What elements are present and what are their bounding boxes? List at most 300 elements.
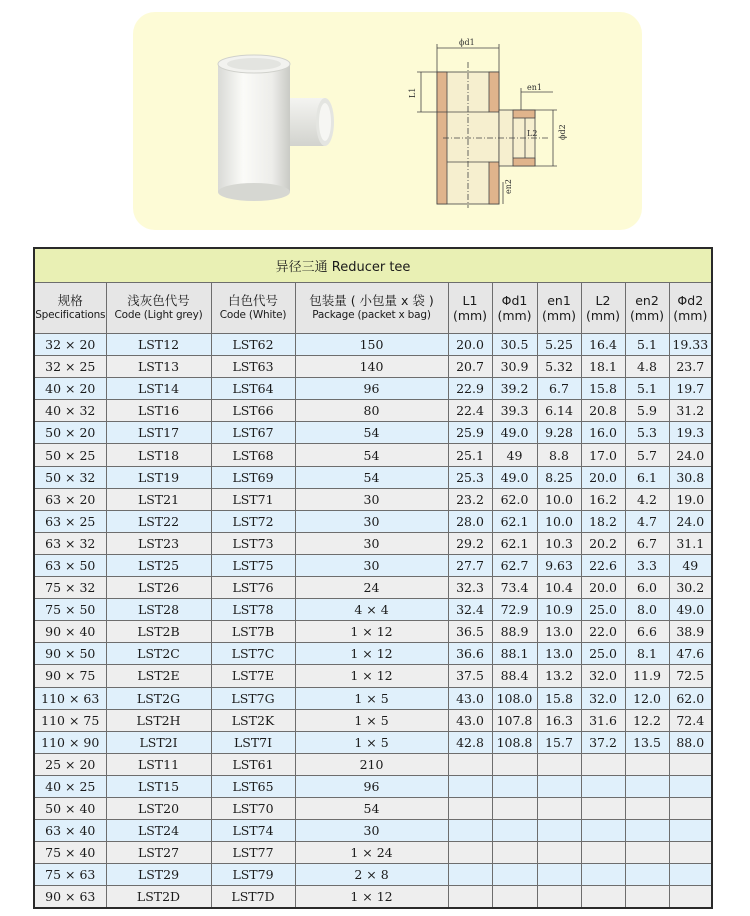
- table-cell: [492, 820, 537, 842]
- table-cell: 17.0: [581, 444, 625, 466]
- table-cell: 62.0: [669, 687, 712, 709]
- table-cell: 75 × 50: [34, 599, 106, 621]
- reducer-tee-drawing: [403, 32, 573, 212]
- table-cell: 50 × 32: [34, 466, 106, 488]
- table-cell: [669, 842, 712, 864]
- table-row: [34, 334, 712, 356]
- table-cell: 42.8: [448, 731, 492, 753]
- table-cell: 31.1: [669, 532, 712, 554]
- table-row: [34, 599, 712, 621]
- table-cell: [448, 753, 492, 775]
- table-cell: 63 × 20: [34, 488, 106, 510]
- table-cell: 20.0: [448, 334, 492, 356]
- table-cell: 63 × 32: [34, 532, 106, 554]
- table-cell: LST22: [106, 510, 211, 532]
- table-cell: LST18: [106, 444, 211, 466]
- table-cell: LST21: [106, 488, 211, 510]
- table-cell: 4.8: [625, 356, 669, 378]
- table-cell: LST2C: [106, 643, 211, 665]
- table-cell: 5.25: [537, 334, 581, 356]
- table-cell: LST7G: [211, 687, 295, 709]
- table-cell: 110 × 75: [34, 709, 106, 731]
- column-header-secondary: (mm): [541, 308, 577, 323]
- table-cell: [669, 886, 712, 909]
- table-cell: [625, 820, 669, 842]
- table-cell: 90 × 50: [34, 643, 106, 665]
- table-cell: 6.14: [537, 400, 581, 422]
- table-cell: 108.8: [492, 731, 537, 753]
- column-header: [211, 283, 295, 334]
- table-row: [34, 775, 712, 797]
- column-header-secondary: Code (White): [219, 309, 287, 321]
- table-cell: LST12: [106, 334, 211, 356]
- table-cell: LST76: [211, 577, 295, 599]
- table-cell: 50 × 40: [34, 797, 106, 819]
- table-cell: 72.9: [492, 599, 537, 621]
- table-cell: [625, 797, 669, 819]
- table-cell: 107.8: [492, 709, 537, 731]
- column-header: [669, 283, 712, 334]
- table-cell: LST24: [106, 820, 211, 842]
- column-header: [448, 283, 492, 334]
- table-cell: LST17: [106, 422, 211, 444]
- table-cell: 90 × 63: [34, 886, 106, 909]
- column-header-primary: Φd1: [501, 293, 528, 308]
- table-cell: 30.8: [669, 466, 712, 488]
- table-cell: LST61: [211, 753, 295, 775]
- table-cell: LST25: [106, 554, 211, 576]
- table-cell: 1 × 24: [295, 842, 448, 864]
- table-body: [34, 334, 712, 909]
- table-cell: LST77: [211, 842, 295, 864]
- table-cell: LST2D: [106, 886, 211, 909]
- column-header: [492, 283, 537, 334]
- table-cell: 10.0: [537, 488, 581, 510]
- table-cell: 37.2: [581, 731, 625, 753]
- column-header: [106, 283, 211, 334]
- table-cell: 37.5: [448, 665, 492, 687]
- label-l1: L1: [408, 87, 417, 98]
- product-banner: [133, 12, 642, 230]
- table-cell: 19.7: [669, 378, 712, 400]
- table-cell: 32 × 20: [34, 334, 106, 356]
- table-cell: 10.3: [537, 532, 581, 554]
- column-header-primary: 白色代号: [227, 293, 278, 308]
- table-cell: LST68: [211, 444, 295, 466]
- table-cell: [625, 886, 669, 909]
- table-cell: 62.0: [492, 488, 537, 510]
- table-cell: 8.1: [625, 643, 669, 665]
- table-cell: 31.2: [669, 400, 712, 422]
- table-cell: 1 × 12: [295, 665, 448, 687]
- table-cell: 75 × 63: [34, 864, 106, 886]
- table-cell: 1 × 12: [295, 621, 448, 643]
- table-cell: 63 × 40: [34, 820, 106, 842]
- table-cell: [448, 864, 492, 886]
- table-cell: 6.0: [625, 577, 669, 599]
- table-cell: 96: [295, 775, 448, 797]
- table-cell: 36.5: [448, 621, 492, 643]
- table-title: 异径三通 Reducer tee: [275, 260, 411, 275]
- table-cell: 30: [295, 488, 448, 510]
- table-cell: 24.0: [669, 510, 712, 532]
- table-cell: 22.0: [581, 621, 625, 643]
- table-row: [34, 356, 712, 378]
- table-cell: 8.8: [537, 444, 581, 466]
- table-cell: 25.9: [448, 422, 492, 444]
- table-cell: [625, 864, 669, 886]
- table-cell: 40 × 25: [34, 775, 106, 797]
- table-cell: 30: [295, 510, 448, 532]
- table-cell: 49.0: [669, 599, 712, 621]
- table-cell: 75 × 32: [34, 577, 106, 599]
- table-cell: 16.3: [537, 709, 581, 731]
- column-header: [295, 283, 448, 334]
- table-cell: 24.0: [669, 444, 712, 466]
- table-cell: 5.3: [625, 422, 669, 444]
- table-cell: [537, 797, 581, 819]
- table-cell: 30.5: [492, 334, 537, 356]
- column-header-secondary: Code (Light grey): [114, 309, 203, 321]
- table-cell: 5.1: [625, 334, 669, 356]
- table-cell: LST65: [211, 775, 295, 797]
- table-cell: LST67: [211, 422, 295, 444]
- table-cell: LST7E: [211, 665, 295, 687]
- table-cell: 8.0: [625, 599, 669, 621]
- table-cell: LST19: [106, 466, 211, 488]
- table-cell: 15.7: [537, 731, 581, 753]
- table-cell: 54: [295, 466, 448, 488]
- table-cell: 5.9: [625, 400, 669, 422]
- column-header-primary: 浅灰色代号: [127, 293, 190, 308]
- table-cell: 90 × 40: [34, 621, 106, 643]
- table-cell: 22.6: [581, 554, 625, 576]
- table-cell: 24: [295, 577, 448, 599]
- table-cell: LST2G: [106, 687, 211, 709]
- table-cell: 43.0: [448, 687, 492, 709]
- table-cell: LST16: [106, 400, 211, 422]
- table-cell: LST15: [106, 775, 211, 797]
- table-cell: 90 × 75: [34, 665, 106, 687]
- table-cell: 88.1: [492, 643, 537, 665]
- table-cell: LST72: [211, 510, 295, 532]
- table-cell: 13.0: [537, 621, 581, 643]
- table-cell: LST7I: [211, 731, 295, 753]
- table-cell: 13.2: [537, 665, 581, 687]
- table-row: [34, 687, 712, 709]
- column-header: [537, 283, 581, 334]
- table-cell: LST7D: [211, 886, 295, 909]
- table-cell: LST2E: [106, 665, 211, 687]
- label-d2: ϕd2: [558, 124, 567, 140]
- table-cell: 25.0: [581, 599, 625, 621]
- table-cell: [625, 842, 669, 864]
- column-header-secondary: (mm): [585, 308, 621, 323]
- table-cell: 1 × 12: [295, 643, 448, 665]
- column-header-primary: L2: [595, 293, 611, 308]
- column-header-secondary: (mm): [673, 308, 708, 323]
- table-cell: LST2B: [106, 621, 211, 643]
- reducer-tee-spec-table: [33, 247, 713, 909]
- table-cell: [492, 886, 537, 909]
- table-cell: 63 × 50: [34, 554, 106, 576]
- table-cell: 20.0: [581, 466, 625, 488]
- table-cell: 72.4: [669, 709, 712, 731]
- table-cell: [669, 797, 712, 819]
- table-cell: 50 × 20: [34, 422, 106, 444]
- table-cell: 88.0: [669, 731, 712, 753]
- table-cell: 20.8: [581, 400, 625, 422]
- table-cell: [448, 775, 492, 797]
- table-cell: 49: [669, 554, 712, 576]
- table-cell: [448, 886, 492, 909]
- table-cell: 72.5: [669, 665, 712, 687]
- table-cell: 54: [295, 797, 448, 819]
- table-row: [34, 577, 712, 599]
- table-cell: 10.9: [537, 599, 581, 621]
- table-cell: 73.4: [492, 577, 537, 599]
- table-cell: [492, 842, 537, 864]
- table-cell: 40 × 32: [34, 400, 106, 422]
- table-cell: 108.0: [492, 687, 537, 709]
- table-cell: 32.0: [581, 687, 625, 709]
- table-row: [34, 842, 712, 864]
- table-cell: LST2I: [106, 731, 211, 753]
- table-cell: 25.0: [581, 643, 625, 665]
- table-cell: 150: [295, 334, 448, 356]
- table-cell: 1 × 5: [295, 687, 448, 709]
- table-cell: 110 × 90: [34, 731, 106, 753]
- table-cell: 18.2: [581, 510, 625, 532]
- table-row: [34, 753, 712, 775]
- label-l2: L2: [527, 129, 538, 138]
- table-row: [34, 709, 712, 731]
- table-cell: 39.3: [492, 400, 537, 422]
- label-d1: ϕd1: [459, 38, 475, 47]
- table-cell: [581, 775, 625, 797]
- table-cell: 54: [295, 444, 448, 466]
- table-cell: 22.4: [448, 400, 492, 422]
- table-cell: LST71: [211, 488, 295, 510]
- table-cell: 62.7: [492, 554, 537, 576]
- table-cell: LST20: [106, 797, 211, 819]
- table-cell: 62.1: [492, 532, 537, 554]
- column-header: [625, 283, 669, 334]
- table-cell: 36.6: [448, 643, 492, 665]
- table-cell: 9.28: [537, 422, 581, 444]
- table-cell: LST7B: [211, 621, 295, 643]
- column-header-primary: 包装量 ( 小包量 x 袋 ): [309, 293, 434, 308]
- table-cell: LST69: [211, 466, 295, 488]
- table-cell: LST64: [211, 378, 295, 400]
- table-cell: 5.1: [625, 378, 669, 400]
- column-header-primary: en2: [635, 293, 659, 308]
- table-cell: 39.2: [492, 378, 537, 400]
- table-row: [34, 864, 712, 886]
- table-cell: 210: [295, 753, 448, 775]
- table-cell: 23.7: [669, 356, 712, 378]
- table-cell: 38.9: [669, 621, 712, 643]
- table-row: [34, 466, 712, 488]
- table-row: [34, 731, 712, 753]
- table-cell: 88.9: [492, 621, 537, 643]
- table-cell: LST13: [106, 356, 211, 378]
- table-cell: [537, 753, 581, 775]
- table-cell: [537, 775, 581, 797]
- table-cell: LST62: [211, 334, 295, 356]
- table-cell: 1 × 12: [295, 886, 448, 909]
- table-cell: [581, 864, 625, 886]
- table-cell: 96: [295, 378, 448, 400]
- table-cell: 4.7: [625, 510, 669, 532]
- table-cell: 32.4: [448, 599, 492, 621]
- table-cell: 10.4: [537, 577, 581, 599]
- label-en1: en1: [527, 83, 542, 92]
- table-cell: 19.0: [669, 488, 712, 510]
- table-cell: 25.3: [448, 466, 492, 488]
- table-cell: [492, 797, 537, 819]
- column-header-primary: en1: [547, 293, 571, 308]
- table-cell: [492, 864, 537, 886]
- table-cell: LST11: [106, 753, 211, 775]
- table-cell: 43.0: [448, 709, 492, 731]
- table-cell: [537, 864, 581, 886]
- column-header-secondary: (mm): [452, 308, 488, 323]
- table-cell: 25.1: [448, 444, 492, 466]
- table-cell: LST29: [106, 864, 211, 886]
- table-row: [34, 444, 712, 466]
- table-cell: 9.63: [537, 554, 581, 576]
- table-cell: [448, 797, 492, 819]
- table-cell: 6.7: [537, 378, 581, 400]
- table-cell: 15.8: [581, 378, 625, 400]
- table-cell: LST79: [211, 864, 295, 886]
- table-row: [34, 532, 712, 554]
- table-cell: 19.3: [669, 422, 712, 444]
- table-cell: [537, 842, 581, 864]
- table-cell: [625, 775, 669, 797]
- table-row: [34, 510, 712, 532]
- table-cell: [448, 820, 492, 842]
- table-cell: 11.9: [625, 665, 669, 687]
- table-cell: [669, 864, 712, 886]
- table-cell: 1 × 5: [295, 709, 448, 731]
- column-header-secondary: Package (packet x bag): [312, 309, 431, 321]
- table-cell: 16.0: [581, 422, 625, 444]
- table-cell: LST63: [211, 356, 295, 378]
- table-title-cell: [34, 248, 712, 283]
- table-cell: LST23: [106, 532, 211, 554]
- table-cell: [581, 842, 625, 864]
- table-row: [34, 554, 712, 576]
- column-header: [581, 283, 625, 334]
- table-cell: [581, 886, 625, 909]
- column-header-primary: 规格: [57, 293, 83, 308]
- table-cell: 50 × 25: [34, 444, 106, 466]
- table-cell: LST73: [211, 532, 295, 554]
- table-cell: [492, 753, 537, 775]
- table-cell: 13.5: [625, 731, 669, 753]
- table-cell: [448, 842, 492, 864]
- table-cell: 22.9: [448, 378, 492, 400]
- table-cell: 20.2: [581, 532, 625, 554]
- table-cell: 31.6: [581, 709, 625, 731]
- table-cell: 75 × 40: [34, 842, 106, 864]
- table-cell: 6.1: [625, 466, 669, 488]
- table-cell: 40 × 20: [34, 378, 106, 400]
- table-cell: 12.2: [625, 709, 669, 731]
- table-cell: 110 × 63: [34, 687, 106, 709]
- table-cell: [492, 775, 537, 797]
- reducer-tee-photo: [193, 46, 343, 206]
- table-cell: 10.0: [537, 510, 581, 532]
- table-cell: 49: [492, 444, 537, 466]
- table-cell: LST14: [106, 378, 211, 400]
- table-cell: 49.0: [492, 422, 537, 444]
- table-title-row: [34, 248, 712, 283]
- table-row: [34, 886, 712, 909]
- table-cell: 16.2: [581, 488, 625, 510]
- table-cell: LST2K: [211, 709, 295, 731]
- table-cell: LST2H: [106, 709, 211, 731]
- table-cell: 30: [295, 532, 448, 554]
- table-cell: 4.2: [625, 488, 669, 510]
- column-header-secondary: (mm): [497, 308, 532, 323]
- table-cell: 62.1: [492, 510, 537, 532]
- table-cell: 49.0: [492, 466, 537, 488]
- table-cell: 16.4: [581, 334, 625, 356]
- table-cell: LST26: [106, 577, 211, 599]
- table-cell: 25 × 20: [34, 753, 106, 775]
- table-cell: [537, 886, 581, 909]
- table-cell: [625, 753, 669, 775]
- table-cell: LST7C: [211, 643, 295, 665]
- table-row: [34, 422, 712, 444]
- table-cell: 18.1: [581, 356, 625, 378]
- table-cell: 4 × 4: [295, 599, 448, 621]
- table-cell: 15.8: [537, 687, 581, 709]
- table-cell: 80: [295, 400, 448, 422]
- column-header: [34, 283, 106, 334]
- table-cell: LST74: [211, 820, 295, 842]
- table-row: [34, 400, 712, 422]
- table-cell: 1 × 5: [295, 731, 448, 753]
- table-cell: 8.25: [537, 466, 581, 488]
- table-row: [34, 378, 712, 400]
- table-cell: 19.33: [669, 334, 712, 356]
- table-cell: 20.0: [581, 577, 625, 599]
- table-row: [34, 643, 712, 665]
- column-header-secondary: (mm): [629, 308, 665, 323]
- table-cell: 23.2: [448, 488, 492, 510]
- table-cell: LST66: [211, 400, 295, 422]
- table-cell: 28.0: [448, 510, 492, 532]
- table-row: [34, 797, 712, 819]
- table-cell: 27.7: [448, 554, 492, 576]
- table-cell: 32.3: [448, 577, 492, 599]
- column-header-secondary: Specifications: [35, 309, 106, 321]
- table-cell: 54: [295, 422, 448, 444]
- table-cell: [669, 820, 712, 842]
- table-cell: [669, 753, 712, 775]
- table-cell: [537, 820, 581, 842]
- table-row: [34, 488, 712, 510]
- table-cell: [581, 820, 625, 842]
- table-cell: 88.4: [492, 665, 537, 687]
- column-header-primary: Φd2: [677, 293, 704, 308]
- table-cell: 63 × 25: [34, 510, 106, 532]
- table-cell: 30: [295, 554, 448, 576]
